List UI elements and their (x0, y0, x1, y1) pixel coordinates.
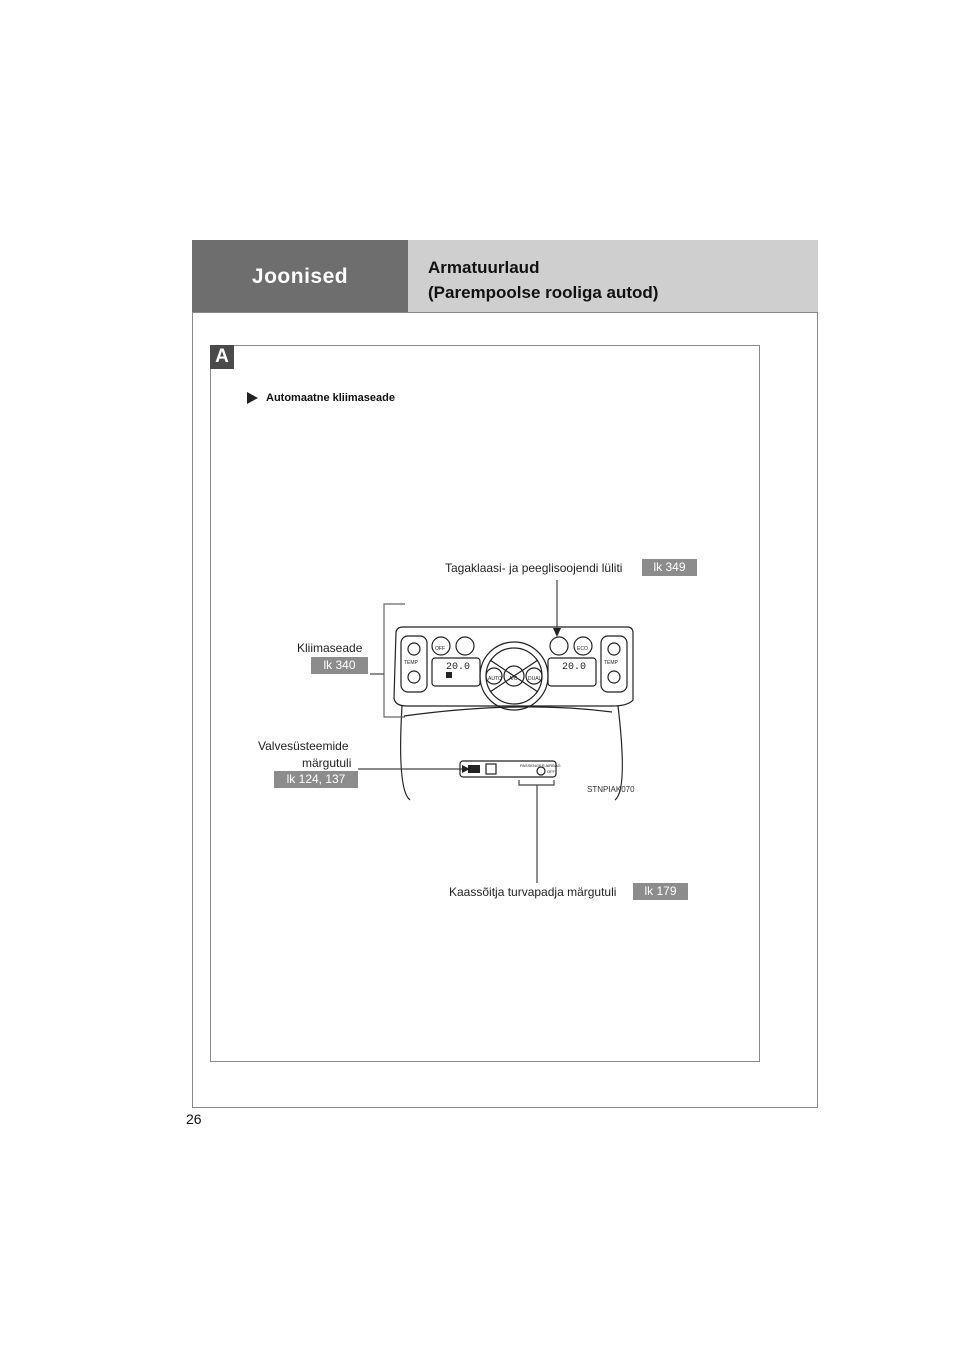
arrow-head-defogger (553, 628, 561, 637)
left-temp-readout: 20.0 (446, 662, 471, 673)
security-callout-label-line1: Valvesüsteemide (258, 739, 349, 753)
climate-page-ref: lk 340 (311, 657, 368, 674)
security-indicator-icon (486, 764, 496, 774)
left-temp-down-icon (408, 671, 420, 683)
defogger-page-ref: lk 349 (642, 559, 697, 576)
airbag-strip-label: PASSENGER AIRBAG (520, 763, 561, 768)
airbag-off-indicator-icon (537, 767, 545, 775)
airbag-page-ref: lk 179 (633, 883, 688, 900)
security-callout-label-line2: märgutuli (302, 756, 352, 770)
right-temp-readout: 20.0 (562, 662, 587, 673)
page-title-line2: (Parempoolse rooliga autod) (428, 283, 659, 302)
figure-code: STNPIAK070 (587, 785, 635, 794)
dual-label: DUAL (528, 676, 542, 682)
section-title: Joonised (251, 264, 349, 288)
page-title-line1: Armatuurlaud (428, 258, 540, 277)
security-page-ref: lk 124, 137 (274, 771, 358, 788)
rear-defog-button (550, 637, 568, 655)
ac-label: A/C (509, 676, 518, 682)
panel-marker: A (210, 345, 234, 369)
front-defog-button (456, 637, 474, 655)
left-temp-label: TEMP (404, 660, 418, 666)
airbag-callout-label: Kaassõitja turvapadja märgutuli (449, 885, 617, 899)
auto-label: AUTO (488, 676, 502, 682)
leader-line-airbag (519, 780, 554, 883)
right-temp-label: TEMP (604, 660, 618, 666)
eco-label: ECO (577, 646, 588, 652)
defogger-callout-label: Tagaklaasi- ja peeglisoojendi lüliti (445, 561, 623, 575)
subsection-title: Automaatne kliimaseade (266, 392, 395, 404)
right-temp-up-icon (608, 643, 620, 655)
climate-callout-label: Kliimaseade (297, 641, 363, 655)
off-label: OFF (435, 646, 445, 652)
airbag-off-label: OFF (547, 769, 555, 774)
left-temp-up-icon (408, 643, 420, 655)
right-temp-down-icon (608, 671, 620, 683)
page-number: 26 (186, 1111, 202, 1127)
